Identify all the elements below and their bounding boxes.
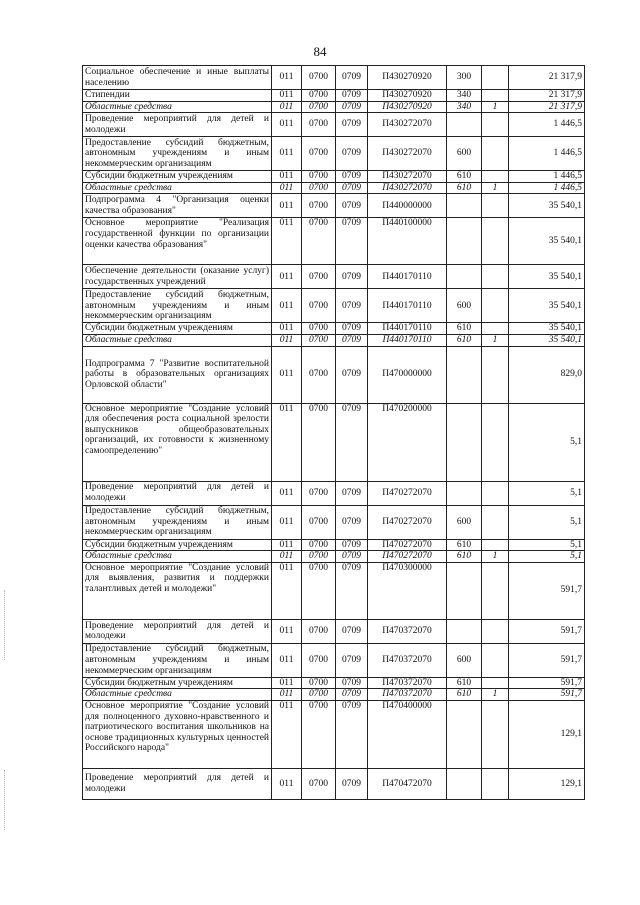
funding-source: 1: [482, 182, 509, 194]
subsection-code: 0709: [336, 551, 368, 563]
expense-type: [447, 265, 482, 289]
ministry-code: 011: [272, 768, 302, 799]
target-article: П440170110: [368, 289, 447, 323]
amount: 35 540,1: [509, 194, 585, 218]
amount: 1 446,5: [509, 113, 585, 137]
ministry-code: 011: [272, 289, 302, 323]
section-code: 0700: [302, 481, 336, 505]
table-row: [83, 539, 585, 551]
ministry-code: 011: [272, 323, 302, 335]
margin-scan-marks: [4, 770, 7, 830]
target-article: П470200000: [368, 403, 447, 481]
target-article: П470272070: [368, 505, 447, 539]
target-article: П430270920: [368, 90, 447, 102]
table-row: [83, 643, 585, 677]
amount: 35 540,1: [509, 265, 585, 289]
expense-type: [447, 619, 482, 643]
ministry-code: 011: [272, 194, 302, 218]
target-article: П470300000: [368, 562, 447, 619]
row-name: Областные средства: [83, 182, 272, 194]
section-code: 0700: [302, 101, 336, 113]
amount: 1 446,5: [509, 171, 585, 183]
amount: 5,1: [509, 403, 585, 481]
table-row: [83, 182, 585, 194]
amount: 35 540,1: [509, 323, 585, 335]
subsection-code: 0709: [336, 346, 368, 403]
funding-source: [482, 346, 509, 403]
page-number: 84: [313, 44, 327, 59]
amount: 829,0: [509, 346, 585, 403]
target-article: П470472070: [368, 768, 447, 799]
amount: 35 540,1: [509, 334, 585, 346]
ministry-code: 011: [272, 481, 302, 505]
subsection-code: 0709: [336, 403, 368, 481]
funding-source: [482, 265, 509, 289]
amount: 21 317,9: [509, 101, 585, 113]
target-article: П470372070: [368, 643, 447, 677]
target-article: П470272070: [368, 539, 447, 551]
table-row: [83, 505, 585, 539]
row-name: Проведение мероприятий для детей и молодежи: [83, 619, 272, 643]
table-row: [83, 334, 585, 346]
subsection-code: 0709: [336, 334, 368, 346]
target-article: П430270920: [368, 101, 447, 113]
expense-type: 610: [447, 551, 482, 563]
expense-type: 600: [447, 505, 482, 539]
row-name: Областные средства: [83, 689, 272, 701]
row-name: Областные средства: [83, 551, 272, 563]
expense-type: [447, 562, 482, 619]
subsection-code: 0709: [336, 768, 368, 799]
table-row: [83, 677, 585, 689]
amount: 21 317,9: [509, 90, 585, 102]
section-code: 0700: [302, 66, 336, 90]
amount: 591,7: [509, 619, 585, 643]
subsection-code: 0709: [336, 689, 368, 701]
expense-type: [447, 346, 482, 403]
expense-type: 340: [447, 90, 482, 102]
target-article: П440000000: [368, 194, 447, 218]
subsection-code: 0709: [336, 90, 368, 102]
row-name: Проведение мероприятий для детей и молодежи: [83, 113, 272, 137]
expense-type: 300: [447, 66, 482, 90]
funding-source: [482, 90, 509, 102]
expense-type: 610: [447, 323, 482, 335]
section-code: 0700: [302, 265, 336, 289]
expense-type: 340: [447, 101, 482, 113]
row-name: Предоставление субсидий бюджетным, автономным учреждениям и иным некоммерческим организациям: [83, 137, 272, 171]
section-code: 0700: [302, 619, 336, 643]
section-code: 0700: [302, 768, 336, 799]
table-body: [83, 66, 585, 800]
target-article: П470400000: [368, 700, 447, 768]
ministry-code: 011: [272, 90, 302, 102]
expense-type: 610: [447, 171, 482, 183]
table-row: [83, 194, 585, 218]
amount: 5,1: [509, 551, 585, 563]
subsection-code: 0709: [336, 643, 368, 677]
expense-type: 610: [447, 689, 482, 701]
ministry-code: 011: [272, 403, 302, 481]
table-row: [83, 562, 585, 619]
section-code: 0700: [302, 289, 336, 323]
amount: 35 540,1: [509, 289, 585, 323]
row-name: Областные средства: [83, 334, 272, 346]
ministry-code: 011: [272, 539, 302, 551]
expense-type: 610: [447, 334, 482, 346]
row-name: Проведение мероприятий для детей и молодежи: [83, 768, 272, 799]
table-row: [83, 481, 585, 505]
table-row: [83, 66, 585, 90]
expense-type: [447, 481, 482, 505]
funding-source: [482, 768, 509, 799]
section-code: 0700: [302, 90, 336, 102]
amount: 129,1: [509, 768, 585, 799]
subsection-code: 0709: [336, 619, 368, 643]
row-name: Субсидии бюджетным учреждениям: [83, 677, 272, 689]
table-row: [83, 346, 585, 403]
section-code: 0700: [302, 137, 336, 171]
table-row: [83, 403, 585, 481]
expense-type: 610: [447, 539, 482, 551]
funding-source: [482, 505, 509, 539]
amount: 129,1: [509, 700, 585, 768]
target-article: П470372070: [368, 689, 447, 701]
subsection-code: 0709: [336, 562, 368, 619]
amount: 5,1: [509, 539, 585, 551]
amount: 1 446,5: [509, 137, 585, 171]
amount: 1 446,5: [509, 182, 585, 194]
expense-type: 600: [447, 137, 482, 171]
target-article: П470372070: [368, 619, 447, 643]
ministry-code: 011: [272, 182, 302, 194]
target-article: П470272070: [368, 551, 447, 563]
table-row: [83, 700, 585, 768]
expense-type: [447, 700, 482, 768]
row-name: Проведение мероприятий для детей и молодежи: [83, 481, 272, 505]
table-row: [83, 289, 585, 323]
target-article: П440170110: [368, 323, 447, 335]
ministry-code: 011: [272, 218, 302, 265]
ministry-code: 011: [272, 265, 302, 289]
table-row: [83, 218, 585, 265]
amount: 5,1: [509, 505, 585, 539]
ministry-code: 011: [272, 619, 302, 643]
table-row: [83, 171, 585, 183]
funding-source: [482, 539, 509, 551]
ministry-code: 011: [272, 334, 302, 346]
row-name: Областные средства: [83, 101, 272, 113]
table-row: [83, 101, 585, 113]
subsection-code: 0709: [336, 194, 368, 218]
funding-source: [482, 194, 509, 218]
funding-source: 1: [482, 551, 509, 563]
target-article: П470000000: [368, 346, 447, 403]
subsection-code: 0709: [336, 505, 368, 539]
subsection-code: 0709: [336, 323, 368, 335]
section-code: 0700: [302, 562, 336, 619]
section-code: 0700: [302, 346, 336, 403]
amount: 35 540,1: [509, 218, 585, 265]
ministry-code: 011: [272, 643, 302, 677]
subsection-code: 0709: [336, 539, 368, 551]
table-row: [83, 323, 585, 335]
table-row: [83, 113, 585, 137]
target-article: П440100000: [368, 218, 447, 265]
funding-source: [482, 481, 509, 505]
section-code: 0700: [302, 539, 336, 551]
ministry-code: 011: [272, 505, 302, 539]
target-article: П430272070: [368, 137, 447, 171]
target-article: П440170110: [368, 265, 447, 289]
funding-source: 1: [482, 689, 509, 701]
table-row: [83, 551, 585, 563]
section-code: 0700: [302, 505, 336, 539]
table-row: [83, 619, 585, 643]
amount: 591,7: [509, 643, 585, 677]
funding-source: [482, 218, 509, 265]
ministry-code: 011: [272, 689, 302, 701]
ministry-code: 011: [272, 171, 302, 183]
ministry-code: 011: [272, 137, 302, 171]
funding-source: [482, 403, 509, 481]
row-name: Предоставление субсидий бюджетным, автономным учреждениям и иным некоммерческим организациям: [83, 289, 272, 323]
target-article: П470272070: [368, 481, 447, 505]
row-name: Предоставление субсидий бюджетным, автономным учреждениям и иным некоммерческим организациям: [83, 505, 272, 539]
funding-source: [482, 171, 509, 183]
table-row: [83, 137, 585, 171]
subsection-code: 0709: [336, 481, 368, 505]
row-name: Обеспечение деятельности (оказание услуг) государственных учреждений: [83, 265, 272, 289]
section-code: 0700: [302, 643, 336, 677]
section-code: 0700: [302, 218, 336, 265]
subsection-code: 0709: [336, 171, 368, 183]
ministry-code: 011: [272, 562, 302, 619]
funding-source: [482, 113, 509, 137]
subsection-code: 0709: [336, 700, 368, 768]
expense-type: [447, 113, 482, 137]
expense-type: [447, 403, 482, 481]
expense-type: 600: [447, 289, 482, 323]
funding-source: [482, 619, 509, 643]
subsection-code: 0709: [336, 66, 368, 90]
margin-scan-marks: [4, 590, 7, 660]
funding-source: [482, 643, 509, 677]
section-code: 0700: [302, 323, 336, 335]
funding-source: [482, 562, 509, 619]
table-row: [83, 689, 585, 701]
funding-source: [482, 677, 509, 689]
section-code: 0700: [302, 182, 336, 194]
subsection-code: 0709: [336, 265, 368, 289]
ministry-code: 011: [272, 677, 302, 689]
target-article: П430272070: [368, 171, 447, 183]
funding-source: 1: [482, 101, 509, 113]
expense-type: 600: [447, 643, 482, 677]
expense-type: 610: [447, 182, 482, 194]
budget-table: [82, 65, 585, 800]
table-row: [83, 265, 585, 289]
amount: 591,7: [509, 677, 585, 689]
ministry-code: 011: [272, 346, 302, 403]
row-name: Социальное обеспечение и иные выплаты населению: [83, 66, 272, 90]
subsection-code: 0709: [336, 137, 368, 171]
row-name: Подпрограмма 4 "Организация оценки качества образования": [83, 194, 272, 218]
section-code: 0700: [302, 334, 336, 346]
row-name: Подпрограмма 7 "Развитие воспитательной работы в образовательных организациях Орловской области": [83, 346, 272, 403]
row-name: Субсидии бюджетным учреждениям: [83, 323, 272, 335]
section-code: 0700: [302, 677, 336, 689]
subsection-code: 0709: [336, 677, 368, 689]
section-code: 0700: [302, 171, 336, 183]
section-code: 0700: [302, 194, 336, 218]
row-name: Субсидии бюджетным учреждениям: [83, 171, 272, 183]
expense-type: [447, 768, 482, 799]
subsection-code: 0709: [336, 113, 368, 137]
ministry-code: 011: [272, 700, 302, 768]
amount: 591,7: [509, 562, 585, 619]
subsection-code: 0709: [336, 289, 368, 323]
section-code: 0700: [302, 403, 336, 481]
subsection-code: 0709: [336, 101, 368, 113]
funding-source: 1: [482, 334, 509, 346]
row-name: Основное мероприятие "Создание условий для обеспечения роста социальной зрелости выпускников общеобразовательных организаций, их готовности к жизненному самоопределению": [83, 403, 272, 481]
table-row: [83, 90, 585, 102]
row-name: Субсидии бюджетным учреждениям: [83, 539, 272, 551]
target-article: П430272070: [368, 182, 447, 194]
row-name: Основное мероприятие "Реализация государственной функции по организации оценки качества образования": [83, 218, 272, 265]
expense-type: 610: [447, 677, 482, 689]
funding-source: [482, 137, 509, 171]
amount: 21 317,9: [509, 66, 585, 90]
subsection-code: 0709: [336, 182, 368, 194]
subsection-code: 0709: [336, 218, 368, 265]
amount: 591,7: [509, 689, 585, 701]
row-name: Основное мероприятие "Создание условий для полноценного духовно-нравственного и патриотического воспитания школьников на основе традиционных культурных ценностей Российского народа": [83, 700, 272, 768]
ministry-code: 011: [272, 113, 302, 137]
section-code: 0700: [302, 113, 336, 137]
target-article: П430270920: [368, 66, 447, 90]
funding-source: [482, 66, 509, 90]
ministry-code: 011: [272, 551, 302, 563]
ministry-code: 011: [272, 66, 302, 90]
section-code: 0700: [302, 689, 336, 701]
row-name: Предоставление субсидий бюджетным, автономным учреждениям и иным некоммерческим организациям: [83, 643, 272, 677]
target-article: П440170110: [368, 334, 447, 346]
target-article: П430272070: [368, 113, 447, 137]
funding-source: [482, 323, 509, 335]
ministry-code: 011: [272, 101, 302, 113]
funding-source: [482, 700, 509, 768]
expense-type: [447, 194, 482, 218]
funding-source: [482, 289, 509, 323]
expense-type: [447, 218, 482, 265]
section-code: 0700: [302, 551, 336, 563]
row-name: Основное мероприятие "Создание условий для выявления, развития и поддержки талантливых детей и молодежи": [83, 562, 272, 619]
target-article: П470372070: [368, 677, 447, 689]
table-row: [83, 768, 585, 799]
row-name: Стипендии: [83, 90, 272, 102]
section-code: 0700: [302, 700, 336, 768]
amount: 5,1: [509, 481, 585, 505]
